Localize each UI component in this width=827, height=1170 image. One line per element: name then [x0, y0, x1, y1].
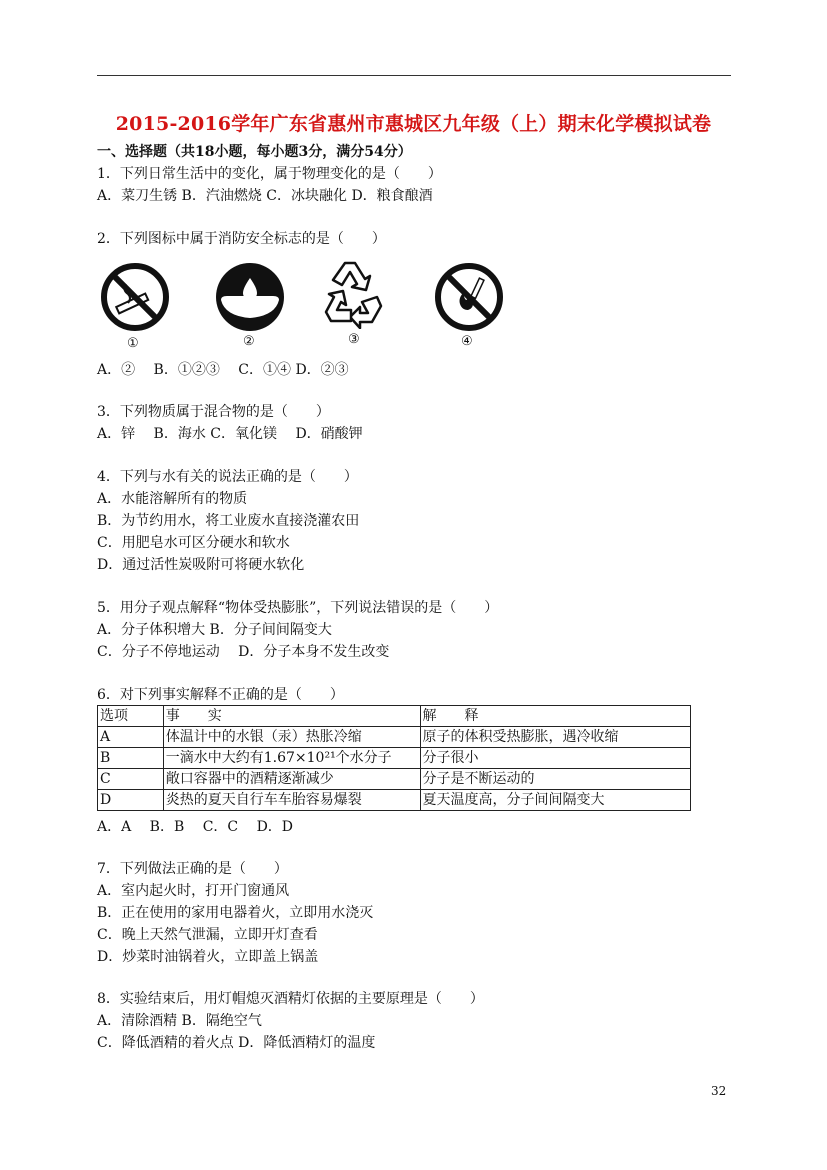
table-cell: 敞口容器中的酒精逐渐减少 [163, 769, 420, 790]
q4-option-c: C．用肥皂水可区分硬水和软水 [97, 535, 290, 551]
q5-options-cd: C．分子不停地运动 D．分子本身不发生改变 [97, 644, 390, 660]
exam-title: 2015-2016学年广东省惠州市惠城区九年级（上）期末化学模拟试卷 [115, 113, 712, 135]
safety-icons [97, 262, 517, 352]
icon-label-4: ④ [461, 334, 473, 349]
table-header-cell: 事 实 [163, 706, 420, 727]
q3-options: A．锌 B．海水 C．氧化镁 D．硝酸钾 [97, 426, 363, 442]
table-cell: 炎热的夏天自行车车胎容易爆裂 [163, 790, 420, 811]
q7-option-b: B．正在使用的家用电器着火，立即用水浇灭 [97, 905, 374, 921]
icon-label-2: ② [243, 334, 255, 349]
table-row [98, 790, 691, 811]
table-row [98, 769, 691, 790]
table-cell: B [98, 748, 164, 769]
header-rule [97, 75, 731, 76]
table-cell: 原子的体积受热膨胀，遇冷收缩 [420, 727, 690, 748]
q4-option-a: A．水能溶解所有的物质 [97, 491, 248, 507]
section-heading: 一、选择题（共18小题，每小题3分，满分54分） [97, 144, 412, 160]
q5-options-ab: A．分子体积增大 B．分子间间隔变大 [97, 622, 332, 638]
q1-stem: 1．下列日常生活中的变化，属于物理变化的是（ ） [97, 166, 442, 182]
page-number: 32 [711, 1084, 727, 1098]
q3-stem: 3．下列物质属于混合物的是（ ） [97, 404, 330, 420]
q7-option-a: A．室内起火时，打开门窗通风 [97, 883, 290, 899]
table-cell: 一滴水中大约有1.67×10²¹个水分子 [163, 748, 420, 769]
no-smoking-icon [100, 262, 170, 332]
table-cell: C [98, 769, 164, 790]
q7-option-c: C．晚上天然气泄漏，立即开灯查看 [97, 927, 318, 943]
q4-option-b: B．为节约用水，将工业废水直接浇灌农田 [97, 513, 360, 529]
table-cell: A [98, 727, 164, 748]
q6-stem: 6．对下列事实解释不正确的是（ ） [97, 687, 344, 703]
table-row [98, 727, 691, 748]
q2-stem: 2．下列图标中属于消防安全标志的是（ ） [97, 231, 386, 247]
q7-option-d: D．炒菜时油锅着火，立即盖上锅盖 [97, 949, 319, 965]
q2-options: A．② B．①②③ C．①④ D．②③ [97, 362, 349, 378]
table-cell: 分子很小 [420, 748, 690, 769]
icon-label-1: ① [127, 336, 139, 351]
q4-stem: 4．下列与水有关的说法正确的是（ ） [97, 469, 358, 485]
q1-options: A．菜刀生锈 B．汽油燃烧 C．冰块融化 D．粮食酿酒 [97, 188, 433, 204]
table-header-cell: 解 释 [420, 706, 690, 727]
table-cell: 体温计中的水银（汞）热胀冷缩 [163, 727, 420, 748]
q5-stem: 5．用分子观点解释“物体受热膨胀”，下列说法错误的是（ ） [97, 600, 499, 616]
table-cell: D [98, 790, 164, 811]
table-cell: 分子是不断运动的 [420, 769, 690, 790]
water-saving-icon [215, 262, 285, 332]
table-header-cell: 选项 [98, 706, 164, 727]
q7-stem: 7．下列做法正确的是（ ） [97, 861, 288, 877]
q6-table [97, 705, 691, 811]
no-fireworks-icon [434, 262, 504, 332]
q6-options: A．A B．B C．C D．D [97, 819, 294, 835]
q4-option-d: D．通过活性炭吸附可将硬水软化 [97, 557, 305, 573]
q8-stem: 8．实验结束后，用灯帽熄灭酒精灯依据的主要原理是（ ） [97, 991, 484, 1007]
table-row [98, 748, 691, 769]
icon-label-3: ③ [348, 332, 360, 347]
q8-options-ab: A．清除酒精 B．隔绝空气 [97, 1013, 262, 1029]
q8-options-cd: C．降低酒精的着火点 D．降低酒精灯的温度 [97, 1035, 376, 1051]
table-cell: 夏天温度高，分子间间隔变大 [420, 790, 690, 811]
recycling-icon [319, 257, 389, 329]
table-header-row [98, 706, 691, 727]
